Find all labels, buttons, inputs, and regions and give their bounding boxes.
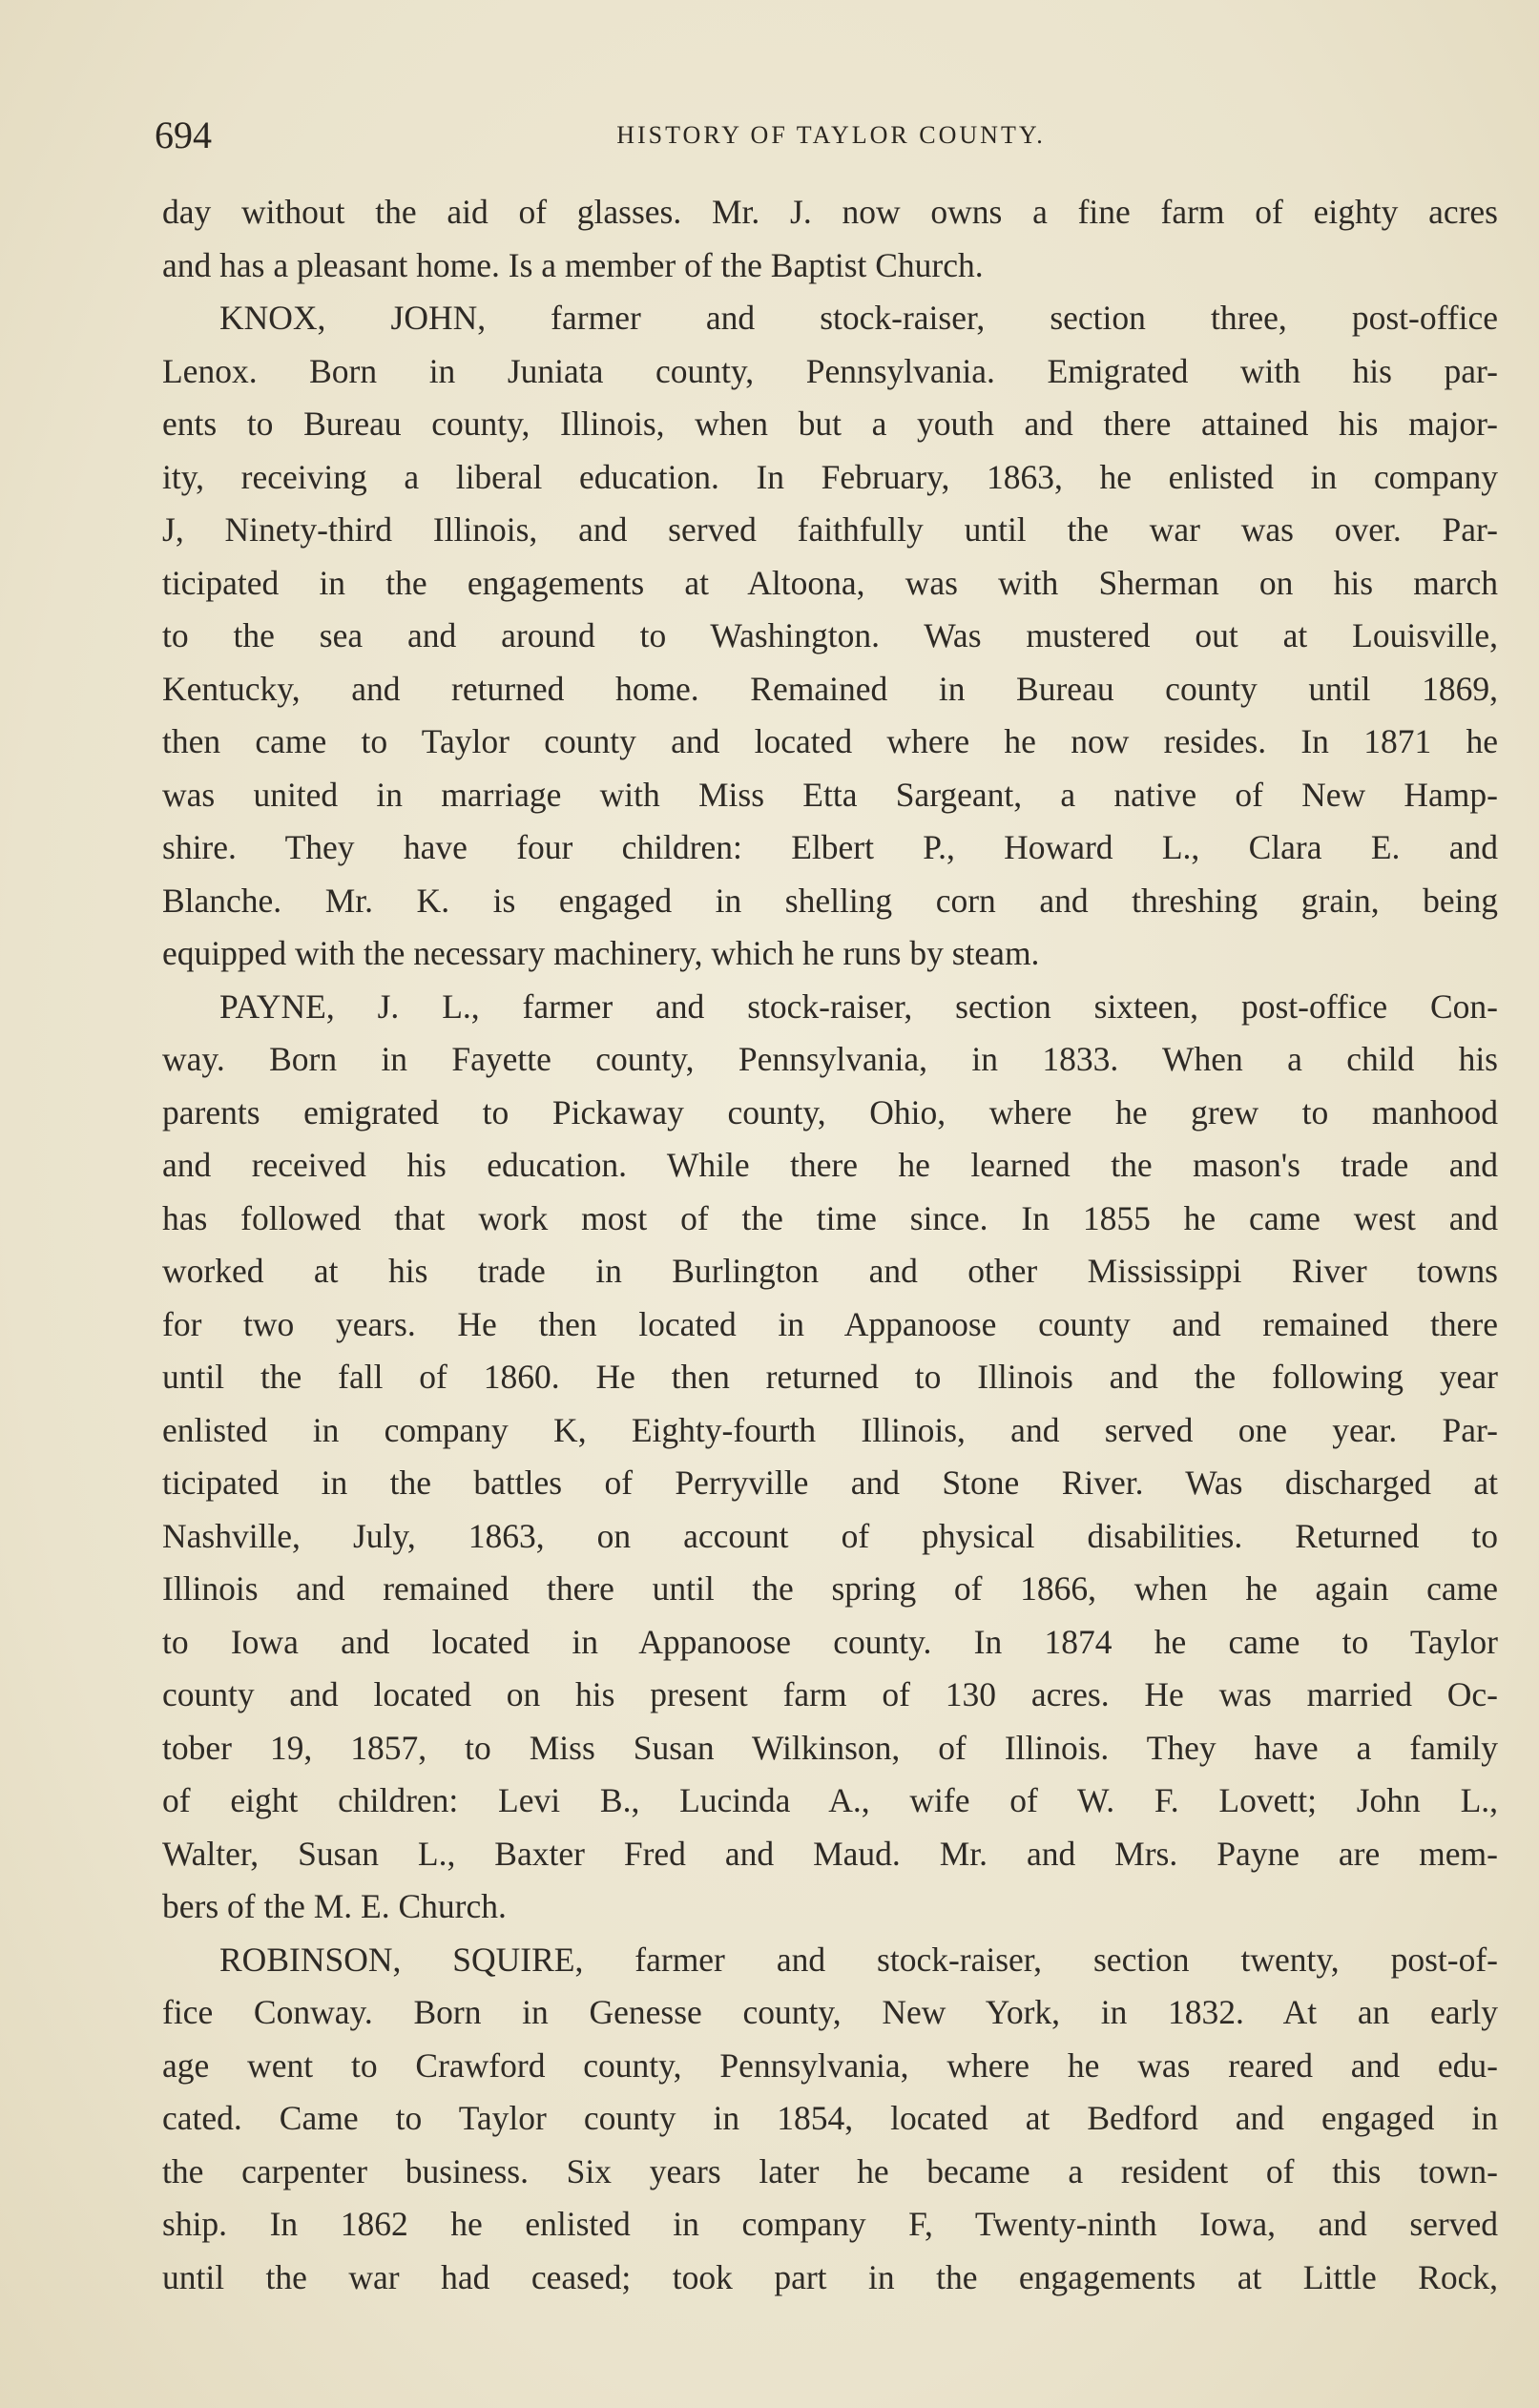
text-line: day without the aid of glasses. Mr. J. now owns a fine farm of eighty acres: [162, 193, 1498, 231]
text-line: Kentucky, and returned home. Remained in Bureau county until 1869,: [162, 669, 1498, 708]
text-line: Lenox. Born in Juniata county, Pennsylvania. Emigrated with his par-: [162, 351, 1498, 390]
text-line: was united in marriage with Miss Etta Sargeant, a native of New Hamp-: [162, 775, 1498, 814]
text-line: Walter, Susan L., Baxter Fred and Maud. Mr. and Mrs. Payne are mem-: [162, 1834, 1498, 1873]
entry-heading-line: ROBINSON, SQUIRE, farmer and stock-raiser, section twenty, post-of-: [219, 1940, 1498, 1979]
entry-heading-line: PAYNE, J. L., farmer and stock-raiser, section sixteen, post-office Con-: [219, 986, 1498, 1026]
text-line: the carpenter business. Six years later he became a resident of this town-: [162, 2151, 1498, 2190]
entry-heading-line: KNOX, JOHN, farmer and stock-raiser, section three, post-office: [219, 299, 1498, 337]
text-line: shire. They have four children: Elbert P., Howard L., Clara E. and: [162, 828, 1498, 866]
text-line: fice Conway. Born in Genesse county, New York, in 1832. At an early: [162, 1993, 1498, 2031]
text-line: Blanche. Mr. K. is engaged in shelling corn and threshing grain, being: [162, 881, 1498, 920]
text-line: and has a pleasant home. Is a member of the Baptist Church.: [162, 245, 984, 284]
text-line: enlisted in company K, Eighty-fourth Illinois, and served one year. Par-: [162, 1410, 1498, 1449]
text-line: has followed that work most of the time since. In 1855 he came west and: [162, 1198, 1498, 1237]
text-line: county and located on his present farm of 130 acres. He was married Oc-: [162, 1675, 1498, 1713]
text-line: until the fall of 1860. He then returned to Illinois and the following year: [162, 1358, 1498, 1396]
text-line: worked at his trade in Burlington and other Mississippi River towns: [162, 1252, 1498, 1290]
text-line: to Iowa and located in Appanoose county. In 1874 he came to Taylor: [162, 1622, 1498, 1661]
page-number: 694: [155, 114, 212, 156]
text-line: and received his education. While there he learned the mason's trade and: [162, 1146, 1498, 1184]
text-line: cated. Came to Taylor county in 1854, located at Bedford and engaged in: [162, 2099, 1498, 2137]
text-line: way. Born in Fayette county, Pennsylvania, in 1833. When a child his: [162, 1040, 1498, 1078]
text-line: age went to Crawford county, Pennsylvania, where he was reared and edu-: [162, 2045, 1498, 2085]
text-line: bers of the M. E. Church.: [162, 1887, 507, 1925]
running-head: HISTORY OF TAYLOR COUNTY.: [616, 121, 1046, 149]
text-line: J, Ninety-third Illinois, and served faithfully until the war was over. Par-: [162, 510, 1498, 549]
text-line: to the sea and around to Washington. Was mustered out at Louisville,: [162, 616, 1498, 654]
text-line: parents emigrated to Pickaway county, Ohio, where he grew to manhood: [162, 1092, 1498, 1131]
text-line: Nashville, July, 1863, on account of physical disabilities. Returned to: [162, 1516, 1498, 1555]
text-line: ity, receiving a liberal education. In February, 1863, he enlisted in company: [162, 457, 1498, 496]
text-line: for two years. He then located in Appanoose county and remained there: [162, 1304, 1498, 1343]
text-line: ticipated in the battles of Perryville and Stone River. Was discharged at: [162, 1463, 1498, 1502]
page-header: [155, 107, 1508, 164]
text-line: ticipated in the engagements at Altoona, was with Sherman on his march: [162, 563, 1498, 602]
text-line: ship. In 1862 he enlisted in company F, Twenty-ninth Iowa, and served: [162, 2205, 1498, 2243]
text-line: Illinois and remained there until the spring of 1866, when he again came: [162, 1569, 1498, 1608]
text-line: of eight children: Levi B., Lucinda A., wife of W. F. Lovett; John L.,: [162, 1781, 1498, 1819]
text-line: equipped with the necessary machinery, which he runs by steam.: [162, 934, 1040, 972]
text-line: then came to Taylor county and located where he now resides. In 1871 he: [162, 722, 1498, 760]
text-line: until the war had ceased; took part in the engagements at Little Rock,: [162, 2257, 1498, 2296]
text-line: tober 19, 1857, to Miss Susan Wilkinson, of Illinois. They have a family: [162, 1728, 1498, 1767]
body-text: [162, 186, 1498, 2304]
text-line: ents to Bureau county, Illinois, when but a youth and there attained his major-: [162, 405, 1498, 443]
